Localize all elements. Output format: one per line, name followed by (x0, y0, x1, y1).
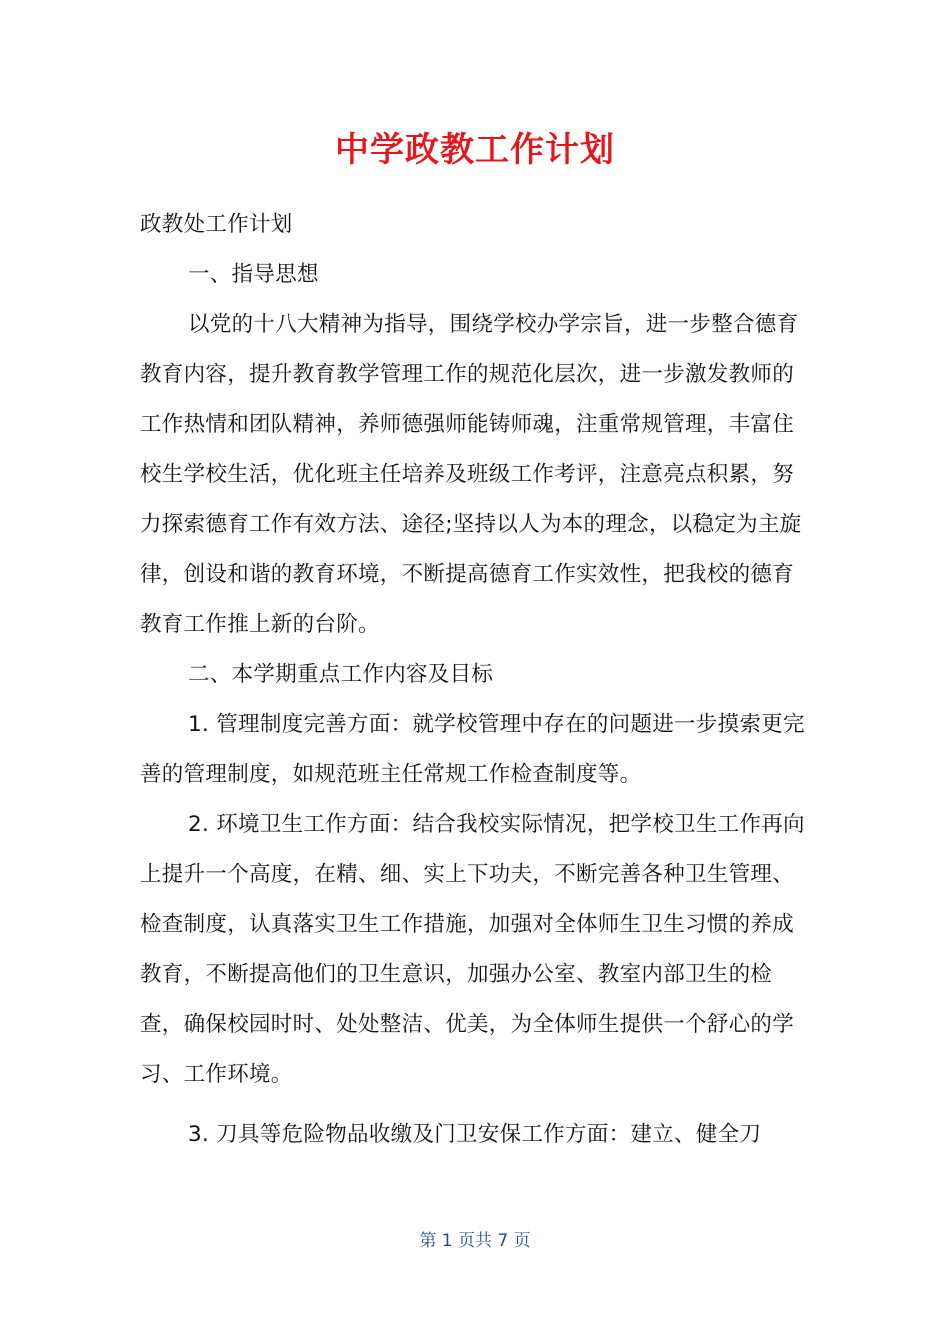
document-title: 中学政教工作计划 (335, 130, 615, 170)
paragraph-guiding-ideology: 以党的十八大精神为指导，围绕学校办学宗旨，进一步整合德育教育内容，提升教育教学管理工作的规范化层次，进一步激发教师的工作热情和团队精神，养师德强师能铸师魂，注重常规管理，丰富住校生学校生活，优化班主任培养及班级工作考评，注意亮点积累，努力探索德育工作有效方法、途径;坚持以人为本的理念，以稳定为主旋律，创设和谐的教育环境，不断提高德育工作实效性，把我校的德育教育工作推上新的台阶。 (140, 312, 802, 637)
section-heading-key-work: 二、本学期重点工作内容及目标 (188, 662, 494, 687)
paragraph-management-system: 1. 管理制度完善方面：就学校管理中存在的问题进一步摸索更完善的管理制度，如规范班主任常规工作检查制度等。 (140, 712, 805, 787)
paragraph-security: 3. 刀具等危险物品收缴及门卫安保工作方面：建立、健全刀 (188, 1122, 762, 1147)
document-subtitle: 政教处工作计划 (140, 212, 293, 237)
section-heading-guiding-ideology: 一、指导思想 (188, 262, 319, 287)
page-number-footer: 第 1 页共 7 页 (419, 1231, 531, 1251)
paragraph-environment-hygiene: 2. 环境卫生工作方面：结合我校实际情况，把学校卫生工作再向上提升一个高度，在精、细、实上下功夫，不断完善各种卫生管理、检查制度，认真落实卫生工作措施，加强对全体师生卫生习惯的养成教育，不断提高他们的卫生意识，加强办公室、教室内部卫生的检查，确保校园时时、处处整洁、优美，为全体师生提供一个舒心的学习、工作环境。 (140, 812, 805, 1087)
